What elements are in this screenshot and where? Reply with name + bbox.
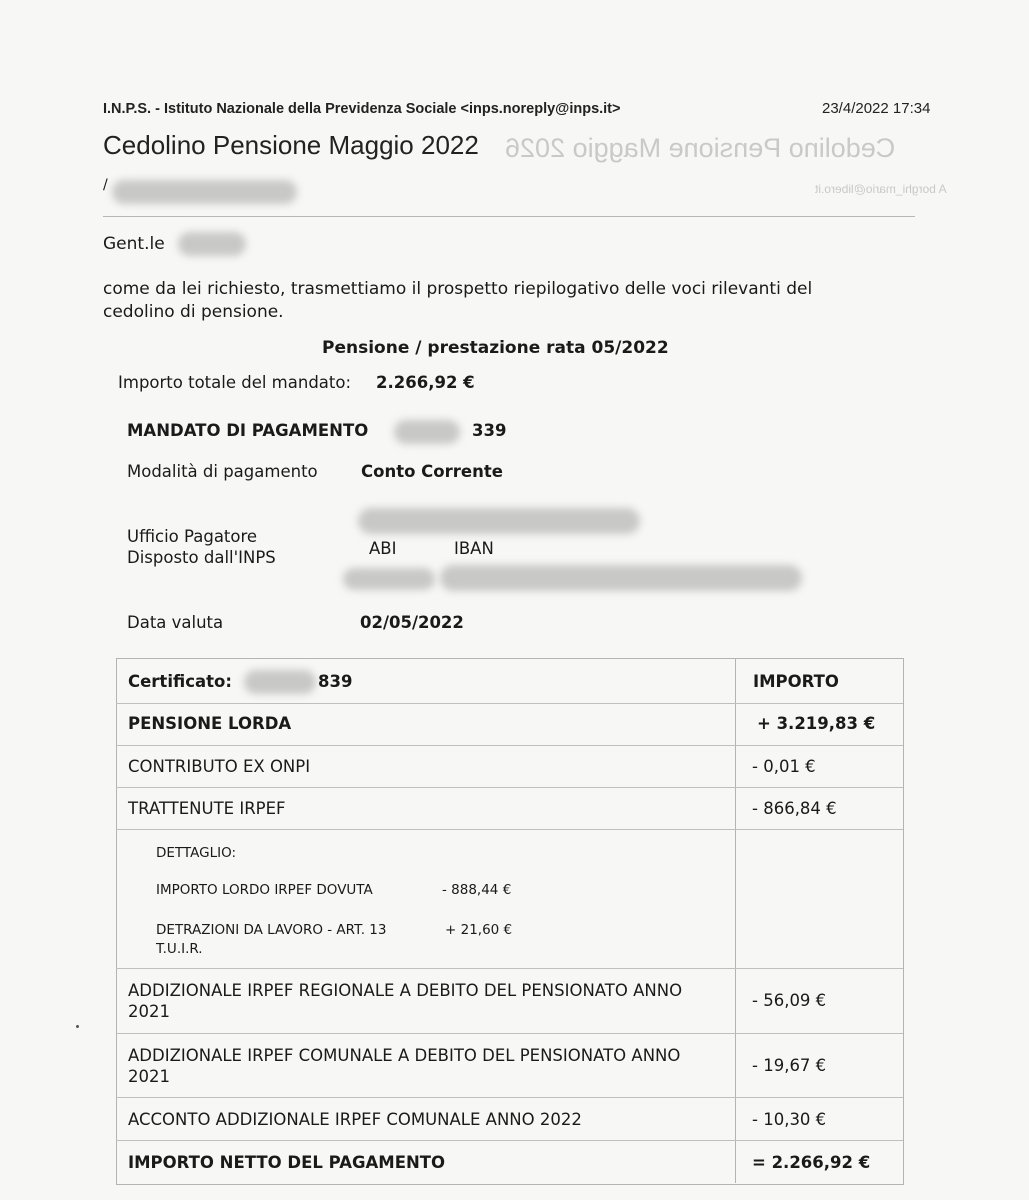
redacted-mandato-number [394, 420, 460, 444]
table-row-label: CONTRIBUTO EX ONPI [128, 757, 311, 776]
dettaglio-title: DETTAGLIO: [156, 845, 237, 861]
table-row-amount: - 10,30 € [752, 1110, 827, 1129]
greeting: Gent.le [103, 234, 165, 254]
table-row-label: ADDIZIONALE IRPEF REGIONALE A DEBITO DEL PENSIONATO ANNO 2021 [128, 981, 683, 1021]
redacted-recipient [112, 180, 297, 204]
bleed-through-subject: Cedolino Pensione Maggio 2026 [505, 133, 896, 163]
row-divider [116, 745, 903, 746]
redacted-abi [343, 568, 435, 590]
table-row-amount: - 56,09 € [752, 991, 827, 1010]
row-divider [116, 703, 903, 704]
table-row-amount: + 3.219,83 € [757, 714, 876, 733]
iban-label: IBAN [454, 539, 494, 558]
email-sender: I.N.P.S. - Istituto Nazionale della Previdenza Sociale <inps.noreply@inps.it> [103, 101, 621, 117]
mandato-label: MANDATO DI PAGAMENTO [127, 421, 369, 440]
table-row-label: IMPORTO NETTO DEL PAGAMENTO [128, 1153, 446, 1172]
certificato-suffix: 839 [318, 672, 353, 691]
row-divider [116, 968, 903, 969]
bleed-through-email: A borghi_mario@libero.it [815, 182, 947, 196]
ufficio-label: Ufficio Pagatore [127, 527, 258, 546]
intro-paragraph: come da lei richiesto, trasmettiamo il prospetto riepilogativo delle voci rilevanti del cedolino di pensione. [103, 279, 813, 322]
header-divider [103, 216, 915, 217]
table-row-amount: - 866,84 € [752, 799, 837, 818]
recipient-prefix: / [103, 177, 108, 193]
importo-header: IMPORTO [753, 672, 839, 691]
row-divider [116, 1097, 903, 1098]
table-row-amount: - 19,67 € [752, 1056, 827, 1075]
table-row-label: PENSIONE LORDA [128, 714, 292, 733]
redacted-iban [440, 565, 802, 591]
redacted-certificato [244, 670, 316, 694]
dettaglio-item-label: DETRAZIONI DA LAVORO - ART. 13 [156, 922, 387, 938]
total-label: Importo totale del mandato: [118, 373, 352, 392]
dettaglio-item-label-continued: T.U.I.R. [156, 941, 203, 957]
row-divider [116, 1033, 903, 1034]
section-title: Pensione / prestazione rata 05/2022 [322, 338, 669, 358]
redacted-ufficio [358, 508, 640, 534]
data-valuta-value: 02/05/2022 [360, 613, 464, 632]
scan-speck [76, 1025, 79, 1028]
dettaglio-item-amount: - 888,44 € [442, 882, 512, 898]
row-divider [116, 1140, 903, 1141]
modalita-label: Modalità di pagamento [127, 462, 318, 481]
email-date: 23/4/2022 17:34 [822, 100, 931, 117]
certificato-label: Certificato: [128, 672, 232, 691]
table-row-label: ACCONTO ADDIZIONALE IRPEF COMUNALE ANNO 2022 [128, 1110, 582, 1129]
table-row-amount: = 2.266,92 € [752, 1153, 871, 1172]
modalita-value: Conto Corrente [361, 462, 503, 481]
data-valuta-label: Data valuta [127, 613, 224, 632]
table-row-amount: - 0,01 € [752, 757, 816, 776]
disposto-label: Disposto dall'INPS [127, 548, 276, 567]
email-subject: Cedolino Pensione Maggio 2022 [103, 130, 479, 160]
dettaglio-item-label: IMPORTO LORDO IRPEF DOVUTA [156, 882, 373, 898]
redacted-name [178, 232, 246, 256]
table-row-label: TRATTENUTE IRPEF [128, 799, 286, 818]
table-row-label: ADDIZIONALE IRPEF COMUNALE A DEBITO DEL PENSIONATO ANNO 2021 [128, 1046, 681, 1086]
mandato-suffix: 339 [472, 421, 507, 440]
total-value: 2.266,92 € [376, 373, 475, 392]
abi-label: ABI [369, 539, 397, 558]
table-column-divider [735, 658, 736, 1183]
dettaglio-item-amount: + 21,60 € [445, 922, 513, 938]
row-divider [116, 829, 903, 830]
row-divider [116, 787, 903, 788]
